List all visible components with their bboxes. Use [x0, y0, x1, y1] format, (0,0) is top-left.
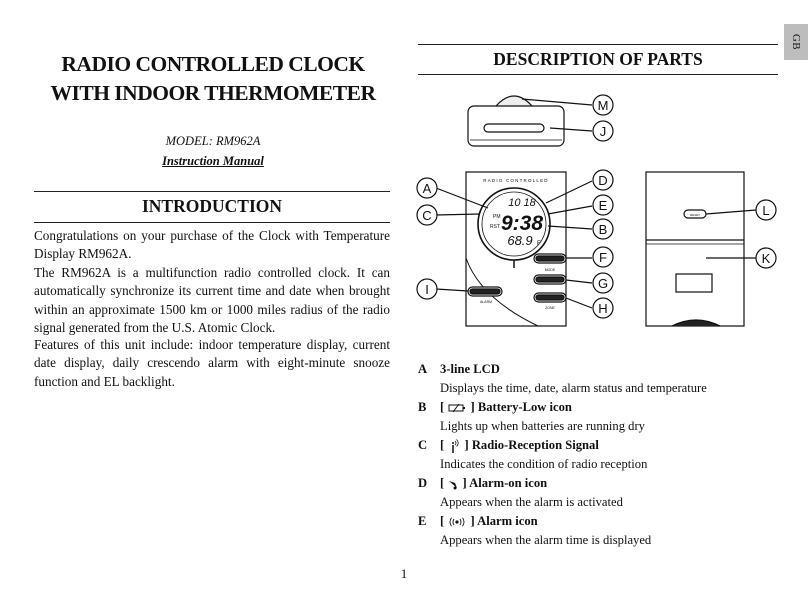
part-letter: E — [418, 514, 427, 528]
part-name: ] Battery-Low icon — [470, 400, 572, 414]
title-line-1: RADIO CONTROLLED CLOCK — [61, 52, 365, 76]
part-letter: C — [418, 438, 428, 452]
part-item-a — [418, 360, 778, 398]
callout-l-label: L — [762, 203, 770, 218]
callout-c-label: C — [422, 208, 432, 223]
callout-i-label: I — [425, 282, 429, 297]
callout-j-label: J — [599, 124, 607, 139]
callout-d-label: D — [598, 173, 608, 188]
battery-low-icon — [447, 403, 467, 413]
intro-rule-bottom — [34, 222, 390, 223]
part-description: Appears when the alarm is activated — [440, 495, 623, 509]
zone-button-label: ZONE — [545, 306, 555, 310]
parts-rule-top — [418, 44, 778, 45]
part-description: Indicates the condition of radio reception — [440, 457, 648, 471]
callout-k-label: K — [761, 251, 771, 266]
callout-h-label: H — [598, 301, 608, 316]
callout-f-label: F — [599, 250, 607, 265]
lcd-temp-unit: F — [537, 241, 541, 247]
model-number: MODEL: RM962A — [165, 134, 261, 148]
page-number: 1 — [400, 566, 408, 581]
part-name: ] Alarm-on icon — [462, 476, 548, 490]
lcd-date: 10 18 — [508, 197, 536, 209]
language-tab-label: GB — [790, 33, 802, 51]
language-tab — [784, 24, 808, 60]
radio-signal-icon — [447, 438, 461, 454]
alarm-wave-icon — [447, 517, 467, 527]
parts-rule-bottom — [418, 74, 778, 75]
part-name: ] Alarm icon — [470, 514, 538, 528]
document-title — [30, 50, 396, 108]
callout-b-label: B — [598, 222, 608, 237]
part-description: Lights up when batteries are running dry — [440, 419, 645, 433]
part-item-e: E [ ] Alarm icon Appears when the alarm time is displayed — [418, 512, 778, 550]
part-name: 3-line LCD — [440, 362, 500, 376]
callout-a-label: A — [422, 181, 432, 196]
parts-diagram — [410, 88, 790, 340]
lcd-pm: PM — [493, 214, 501, 220]
clock-back-view — [646, 172, 744, 326]
bell-icon — [447, 478, 459, 490]
intro-rule-top — [34, 191, 390, 192]
mode-button-label: MODE — [544, 268, 556, 272]
intro-paragraph-1: Congratulations on your purchase of the Clock with Temperature Display RM962A. — [34, 228, 390, 262]
brand-text: RADIO CONTROLLED — [483, 178, 549, 183]
reset-button-label: RESET — [689, 213, 701, 217]
callout-e-label: E — [598, 198, 608, 213]
alarm-button-label: ALARM — [479, 300, 493, 304]
callout-m-label: M — [597, 98, 609, 113]
intro-paragraph-2: The RM962A is a multifunction radio controlled clock. It can automatically synchronize its current time and date when brought within an approximate 1500 km or 1000 miles radius of the radio signal generated from the U.S. Atomic Clock. — [34, 265, 390, 335]
part-description: Appears when the alarm time is displayed — [440, 533, 652, 547]
lcd-temp: 68.9 — [507, 233, 533, 248]
part-description: Displays the time, date, alarm status and temperature — [440, 381, 707, 395]
part-letter: B — [418, 400, 427, 414]
part-name: ] Radio-Reception Signal — [464, 438, 599, 452]
part-item-d: D [ ] Alarm-on icon Appears when the alarm is activated — [418, 474, 778, 512]
lcd-time: 9:38 — [500, 212, 544, 235]
clock-top-view — [468, 96, 564, 146]
parts-heading: DESCRIPTION OF PARTS — [493, 49, 703, 69]
intro-paragraph-3: Features of this unit include: indoor temperature display, current date display, daily crescendo alarm with eight-minute snooze function and EL backlight. — [34, 337, 390, 389]
instruction-manual-text: Instruction Manual — [162, 154, 264, 168]
intro-heading: INTRODUCTION — [141, 196, 283, 216]
lcd-rst: RST — [490, 224, 500, 230]
callout-g-label: G — [597, 276, 609, 291]
instruction-manual-label — [30, 154, 396, 169]
part-item-b: B [ ] Battery-Low icon Lights up when batteries are running dry — [418, 398, 778, 436]
part-letter: A — [418, 362, 428, 376]
part-letter: D — [418, 476, 428, 490]
part-item-c: C [ ] Radio-Reception Signal Indicates the condition of radio reception — [418, 436, 778, 474]
title-line-2: WITH INDOOR THERMOMETER — [50, 81, 376, 105]
